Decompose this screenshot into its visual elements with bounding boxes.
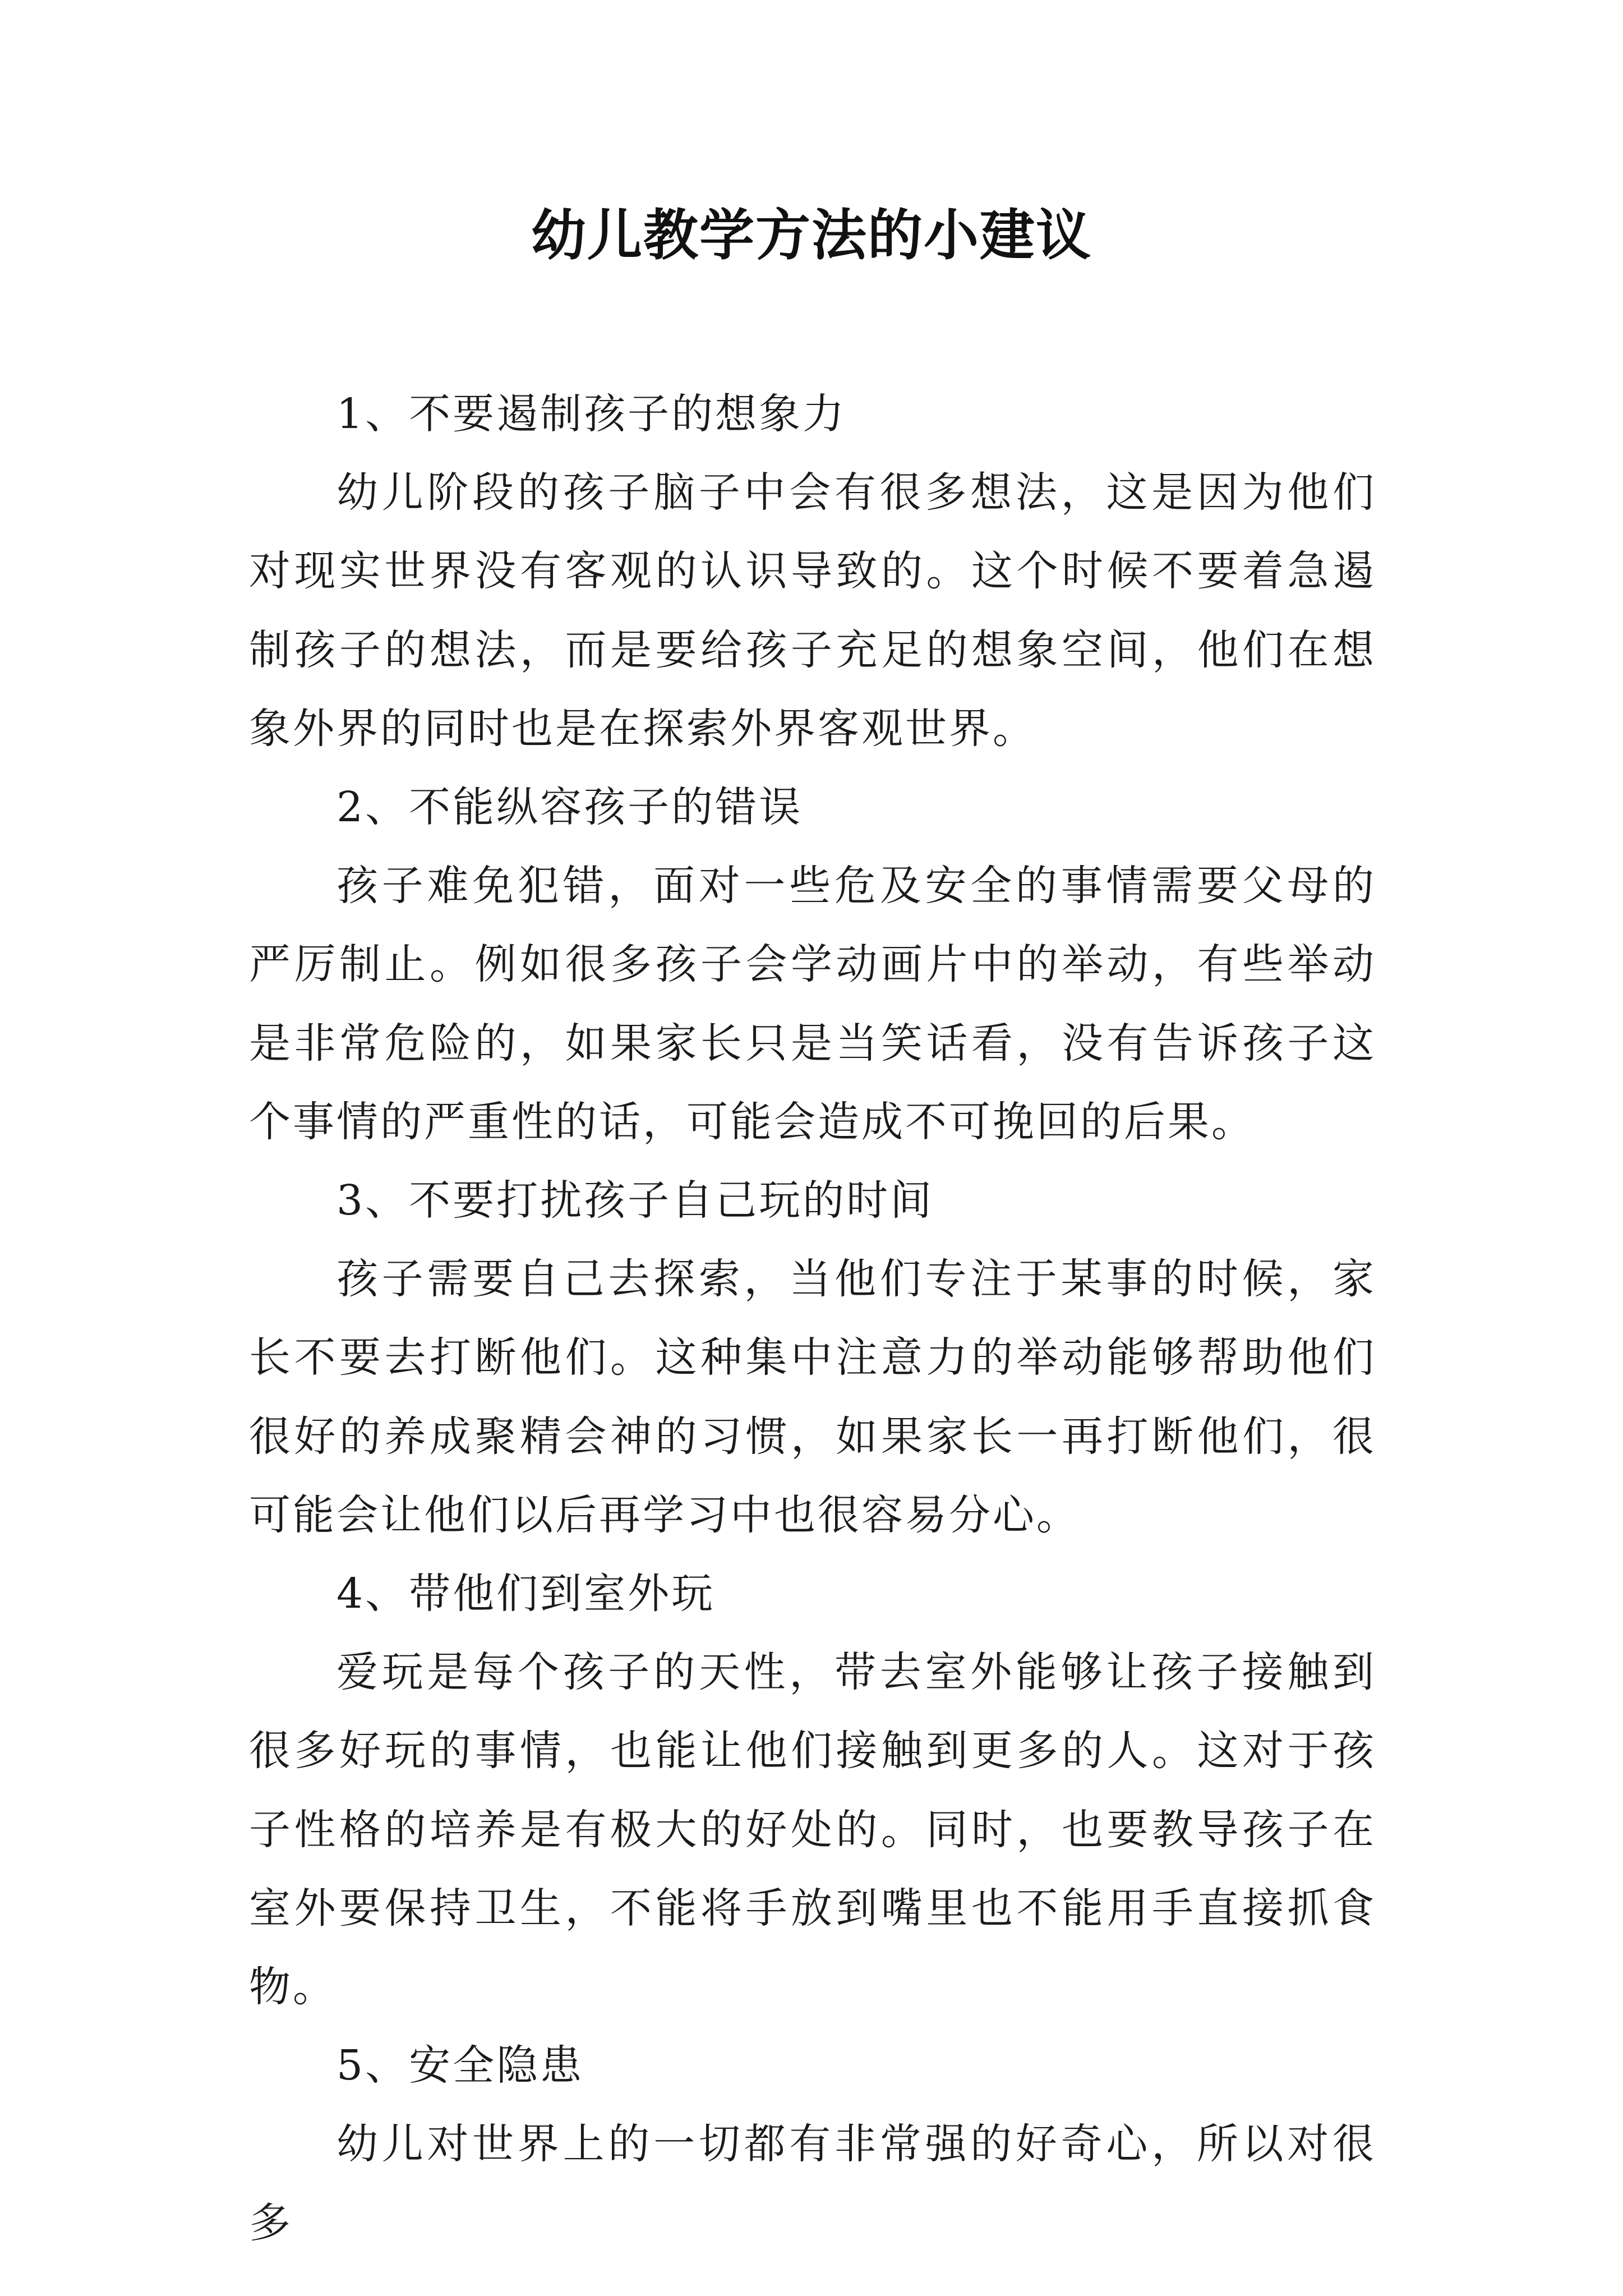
paragraph-3: 孩子需要自己去探索，当他们专注于某事的时候，家长不要去打断他们。这种集中注意力的举动能够帮助他们很好的养成聚精会神的习惯，如果家长一再打断他们，很可能会让他们以后再学习中也很容易分心。: [249, 1255, 1376, 1539]
heading-2: 2、不能纵容孩子的错误: [336, 783, 803, 832]
heading-3: 3、不要打扰孩子自己玩的时间: [336, 1176, 934, 1225]
document-title: 幼儿教学方法的小建议: [531, 203, 1092, 268]
paragraph-2: 孩子难免犯错，面对一些危及安全的事情需要父母的严厉制止。例如很多孩子会学动画片中的举动，有些举动是非常危险的，如果家长只是当笑话看，没有告诉孩子这个事情的严重性的话，可能会造成不可挽回的后果。: [249, 862, 1376, 1146]
heading-5: 5、安全隐患: [336, 2041, 584, 2090]
paragraph-1: 幼儿阶段的孩子脑子中会有很多想法，这是因为他们对现实世界没有客观的认识导致的。这个时候不要着急遏制孩子的想法，而是要给孩子充足的想象空间，他们在想象外界的同时也是在探索外界客观世界。: [249, 468, 1376, 753]
heading-4: 4、带他们到室外玩: [336, 1570, 716, 1618]
paragraph-5: 幼儿对世界上的一切都有非常强的好奇心，所以对很多: [249, 2120, 1376, 2247]
paragraph-4: 爱玩是每个孩子的天性，带去室外能够让孩子接触到很多好玩的事情，也能让他们接触到更多的人。这对于孩子性格的培养是有极大的好处的。同时，也要教导孩子在室外要保持卫生，不能将手放到嘴里也不能用手直接抓食物。: [249, 1648, 1376, 2012]
heading-1: 1、不要遏制孩子的想象力: [336, 390, 847, 438]
document-body: [249, 375, 1376, 2262]
